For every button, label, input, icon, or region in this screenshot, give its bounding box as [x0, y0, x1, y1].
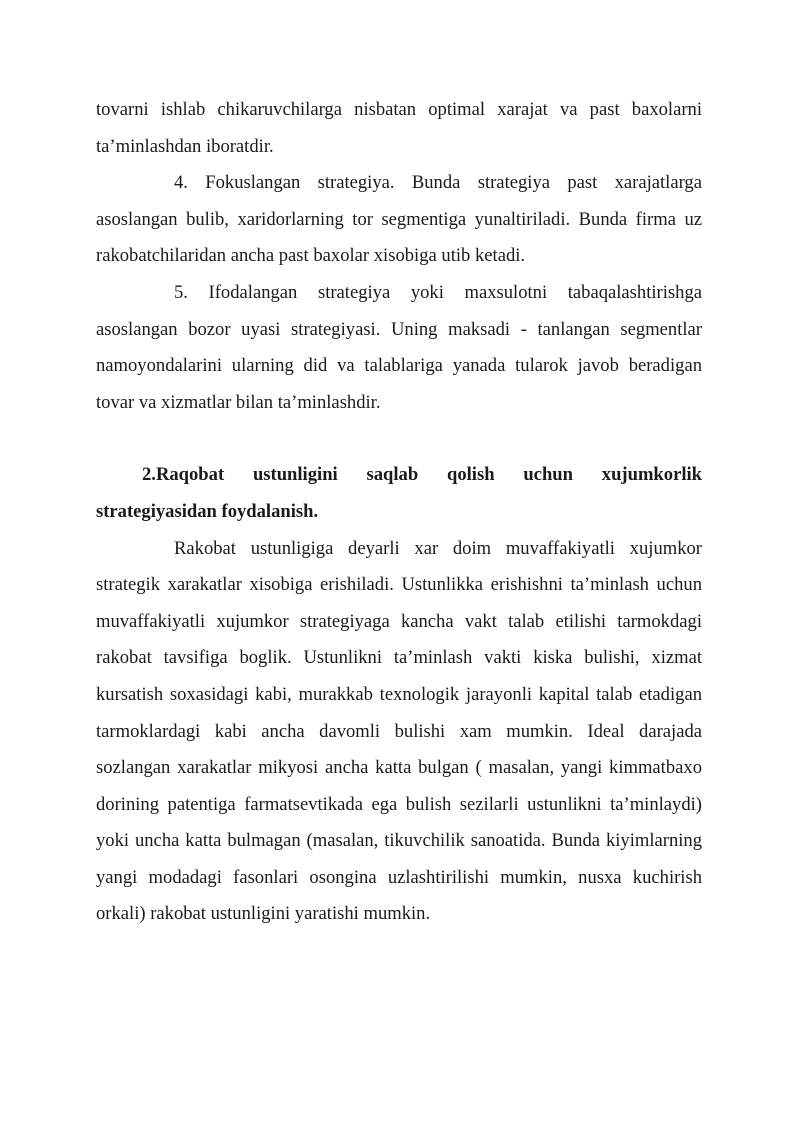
paragraph-focused-strategy: 4. Fokuslangan strategiya. Bunda strategiya past xarajatlarga asoslangan bulib, xaridorlarning tor segmentiga yunaltiriladi. Bunda firma uz rakobatchilaridan ancha past baxolar xisobiga utib ketadi. — [96, 172, 702, 267]
paragraph-niche-strategy: 5. Ifodalangan strategiya yoki maxsulotni tabaqalashtirishga asoslangan bozor uyasi strategiyasi. Uning maksadi - tanlangan segmentlar namoyondalarini ularning did va talablariga yanada tularok javob beradigan tovar va xizmatlar bilan ta’minlashdir. — [96, 281, 702, 413]
section-heading: 2.Raqobat ustunligini saqlab qolish uchun xujumkorlik strategiyasidan foydalanish. — [96, 464, 702, 522]
paragraph-continuation: tovarni ishlab chikaruvchilarga nisbatan optimal xarajat va past baxolarni ta’minlashdan iboratdir. — [96, 99, 702, 157]
paragraph-offensive-strategy: Rakobat ustunligiga deyarli xar doim muvaffakiyatli xujumkor strategik xarakatlar xisobiga erishiladi. Ustunlikka erishishni ta’minlash uchun muvaffakiyatli xujumkor strategiyaga kancha vakt talab etilishi tarmokdagi rakobat tavsifiga boglik. Ustunlikni ta’minlash vakti kiska bulishi, xizmat kursatish soxasidagi kabi, murakkab texnologik jarayonli kapital talab etadigan tarmoklardagi kabi ancha davomli bulishi xam mumkin. Ideal darajada sozlangan xarakatlar mikyosi ancha katta bulgan ( masalan, yangi kimmatbaxo dorining patentiga farmatsevtikada ega bulish sezilarli ustunlikni ta’minlaydi) yoki uncha katta bulmagan (masalan, tikuvchilik sanoatida. Bunda kiyimlarning yangi modadagi fasonlari osongina uzlashtirilishi mumkin, nusxa kuchirish orkali) rakobat ustunligini yaratishi mumkin. — [96, 537, 702, 925]
document-page — [96, 92, 702, 933]
paragraph-spacer — [96, 421, 702, 457]
